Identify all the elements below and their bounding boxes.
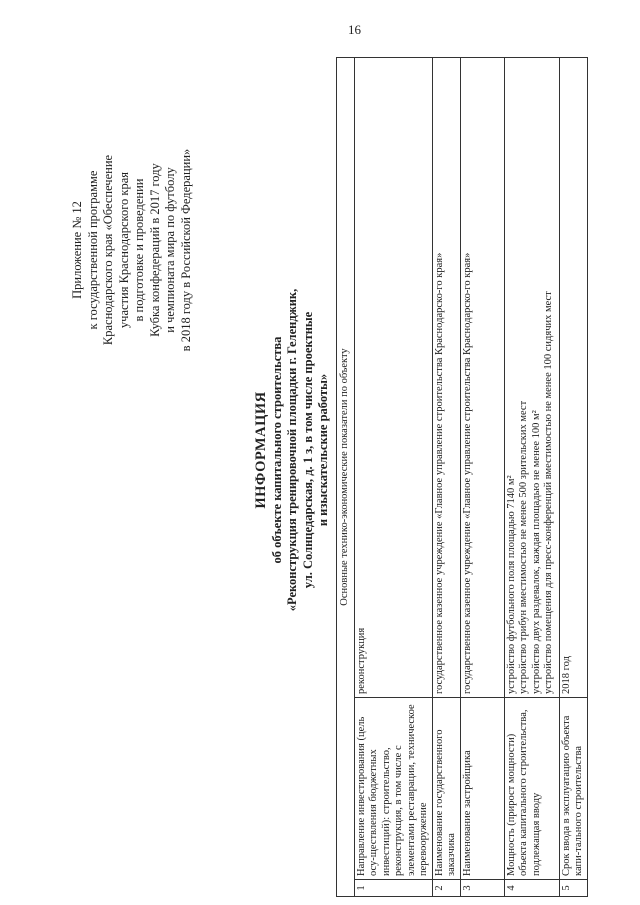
row-value: 2018 год: [559, 58, 587, 698]
appendix-line: в 2018 году в Российской Федерации»: [178, 148, 193, 352]
table-header-row: [337, 58, 355, 897]
row-label: Наименование застройщика: [460, 698, 504, 880]
row-label: Мощность (прирост мощности) объекта капитального строительства, подлежащая вводу: [504, 698, 559, 880]
page-number: 16: [348, 22, 361, 37]
table-row: [432, 58, 460, 897]
row-value: государственное казенное учреждение «Главное управление строительства Краснодарско-го края»: [432, 58, 460, 698]
table-header: Основные технико-экономические показатели по объекту: [337, 58, 355, 897]
indicators-table: [336, 57, 588, 897]
capacity-item: устройство помещения для пресс-конференций вместимостью не менее 100 сидячих мест: [543, 291, 554, 694]
capacity-item: устройство двух раздевалок, каждая площадью не менее 100 м²: [530, 410, 542, 694]
appendix-line: Кубка конфедераций в 2017 году: [147, 163, 162, 337]
appendix-line: в подготовке и проведении: [132, 178, 146, 322]
appendix-line: к государственной программе: [85, 170, 100, 330]
title-line: и изыскательские работы»: [316, 373, 330, 527]
appendix-line: участия Краснодарского края: [116, 171, 131, 329]
appendix-line: Краснодарского края «Обеспечение: [101, 154, 115, 346]
document-title: [254, 200, 332, 700]
title-line: ул. Солнцедарская, д. 1 з, в том числе проектные: [300, 311, 315, 589]
row-number: 2: [432, 880, 460, 897]
title-line: об объекте капитального строительства: [269, 336, 284, 564]
row-label: Срок ввода в эксплуатацию объекта капи-тального строительства: [559, 698, 587, 880]
appendix-line: и чемпионата мира по футболу: [163, 167, 177, 333]
table-row: [354, 58, 432, 897]
appendix-line: Приложение № 12: [70, 201, 84, 299]
capacity-item: устройство трибун вместимостью не менее 500 зрительских мест: [518, 400, 529, 694]
row-value: реконструкция: [354, 58, 432, 698]
table-row: [460, 58, 504, 897]
appendix-header: [70, 60, 194, 440]
row-number: 4: [504, 880, 559, 897]
row-number: 5: [559, 880, 587, 897]
row-label: Наименование государственного заказчика: [432, 698, 460, 880]
title-heading: ИНФОРМАЦИЯ: [253, 391, 269, 509]
row-value: государственное казенное учреждение «Главное управление строительства Краснодарско-го края»: [460, 58, 504, 698]
row-number: 3: [460, 880, 504, 897]
row-number: 1: [354, 880, 432, 897]
row-value-list: [504, 58, 559, 698]
table-row: [559, 58, 587, 897]
capacity-item: устройство футбольного поля площадью 7140 м²: [505, 475, 517, 694]
table-row: [504, 58, 559, 897]
row-label: Направление инвестирования (цель осу-ществления бюджетных инвестиций): строительство, реконструкция, в том числе с элементами реставрации, техническое перевооружение: [354, 698, 432, 880]
title-line: «Реконструкция тренировочной площадки г. Геленджик,: [285, 288, 299, 612]
